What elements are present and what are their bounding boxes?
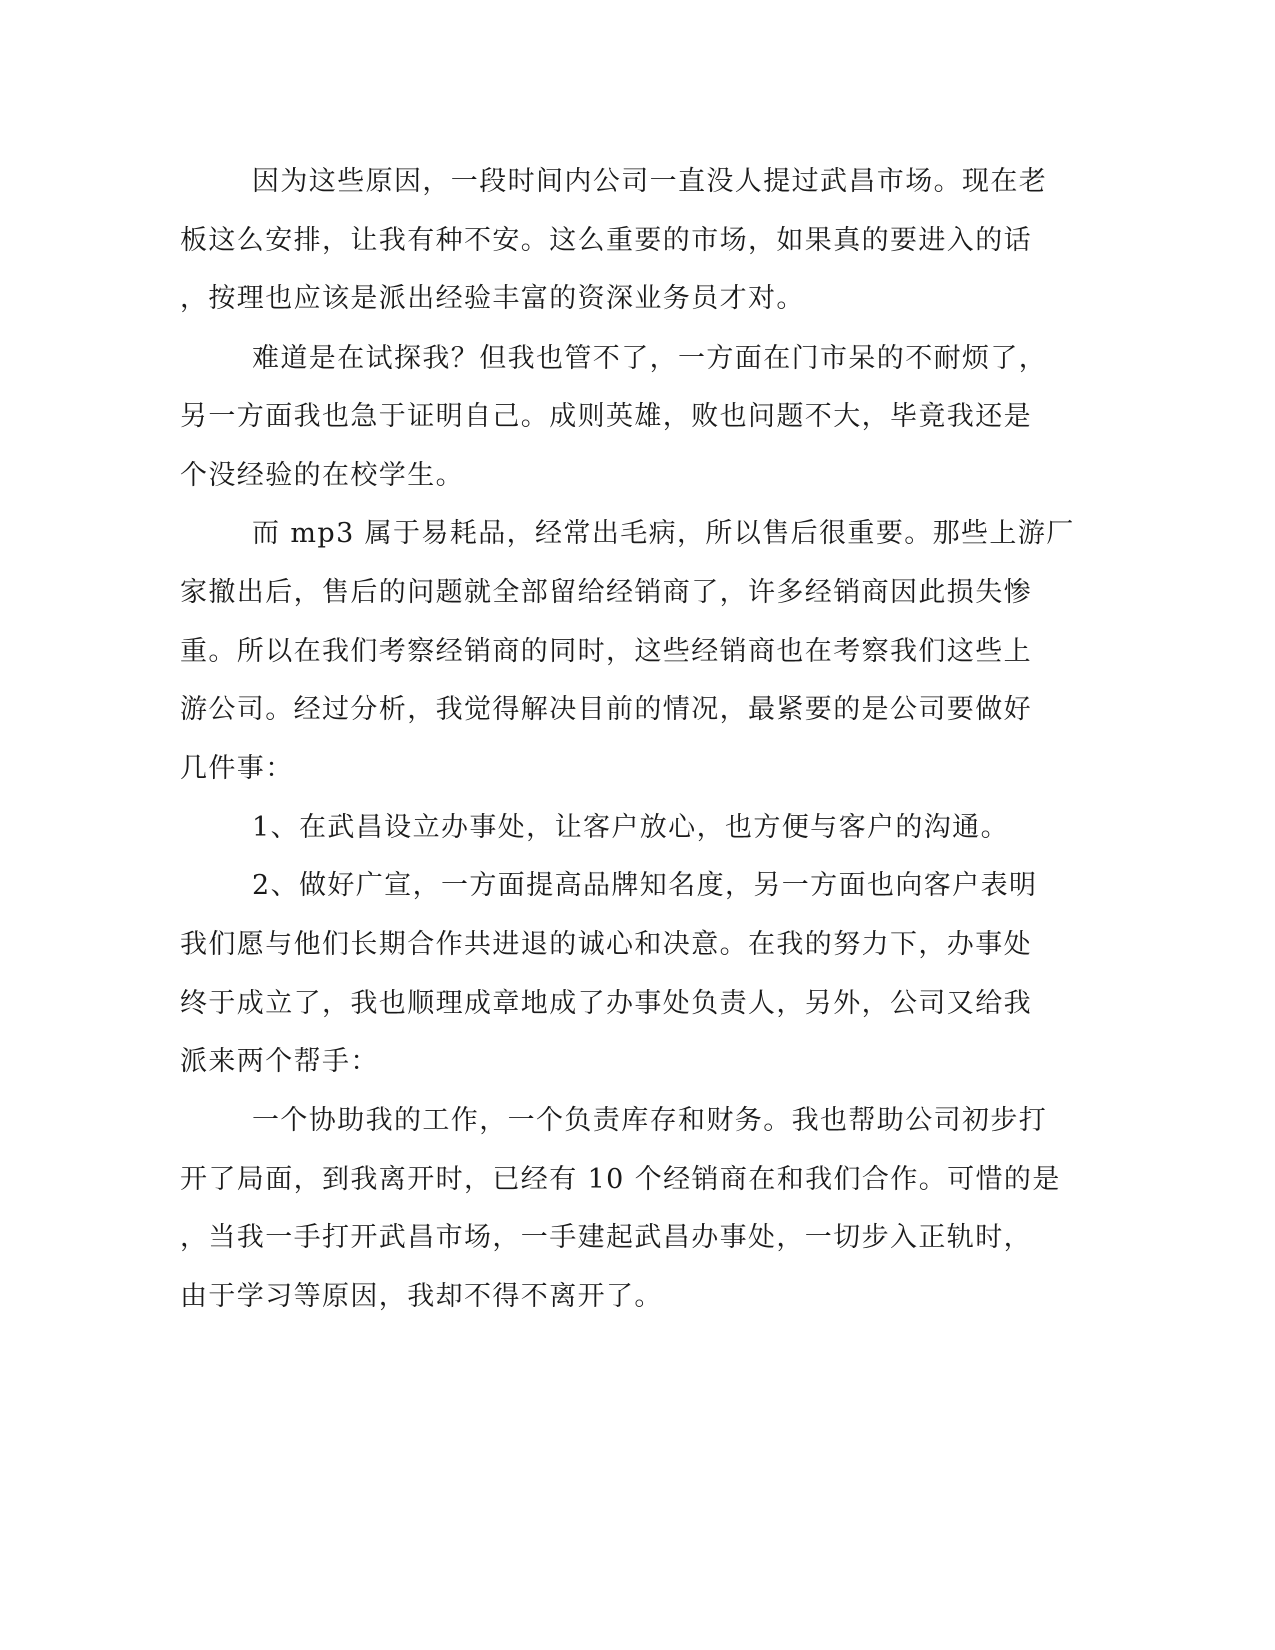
paragraph-5-line-3: 终于成立了，我也顺理成章地成了办事处负责人，另外，公司又给我 <box>180 988 1032 1019</box>
paragraph-2-line-3: 个没经验的在校学生。 <box>180 460 464 491</box>
paragraph-6-line-1: 一个协助我的工作，一个负责库存和财务。我也帮助公司初步打 <box>252 1105 1048 1136</box>
paragraph-6-line-3: ，当我一手打开武昌市场，一手建起武昌办事处，一切步入正轨时， <box>180 1222 1032 1253</box>
paragraph-6-line-4: 由于学习等原因，我却不得不离开了。 <box>180 1281 663 1312</box>
paragraph-6-line-2: 开了局面，到我离开时，已经有 10 个经销商在和我们合作。可惜的是 <box>180 1164 1061 1195</box>
paragraph-2-line-2: 另一方面我也急于证明自己。成则英雄，败也问题不大，毕竟我还是 <box>180 401 1032 432</box>
paragraph-5-line-1: 2、做好广宣，一方面提高品牌知名度，另一方面也向客户表明 <box>252 870 1038 901</box>
paragraph-3-line-3: 重。所以在我们考察经销商的同时，这些经销商也在考察我们这些上 <box>180 636 1032 667</box>
paragraph-5-line-2: 我们愿与他们长期合作共进退的诚心和决意。在我的努力下，办事处 <box>180 929 1032 960</box>
paragraph-4-line-1: 1、在武昌设立办事处，让客户放心，也方便与客户的沟通。 <box>252 812 1009 843</box>
paragraph-2-line-1: 难道是在试探我？但我也管不了，一方面在门市呆的不耐烦了， <box>252 343 1048 374</box>
paragraph-3-line-4: 游公司。经过分析，我觉得解决目前的情况，最紧要的是公司要做好 <box>180 694 1032 725</box>
paragraph-1-line-2: 板这么安排，让我有种不安。这么重要的市场，如果真的要进入的话 <box>180 225 1032 256</box>
paragraph-3-line-5: 几件事： <box>180 753 294 784</box>
paragraph-1-line-1: 因为这些原因，一段时间内公司一直没人提过武昌市场。现在老 <box>252 166 1048 197</box>
paragraph-1-line-3: ，按理也应该是派出经验丰富的资深业务员才对。 <box>180 283 805 314</box>
paragraph-3-line-1: 而 mp3 属于易耗品，经常出毛病，所以售后很重要。那些上游厂 <box>252 518 1075 549</box>
paragraph-5-line-4: 派来两个帮手： <box>180 1046 379 1077</box>
paragraph-3-line-2: 家撤出后，售后的问题就全部留给经销商了，许多经销商因此损失惨 <box>180 577 1032 608</box>
